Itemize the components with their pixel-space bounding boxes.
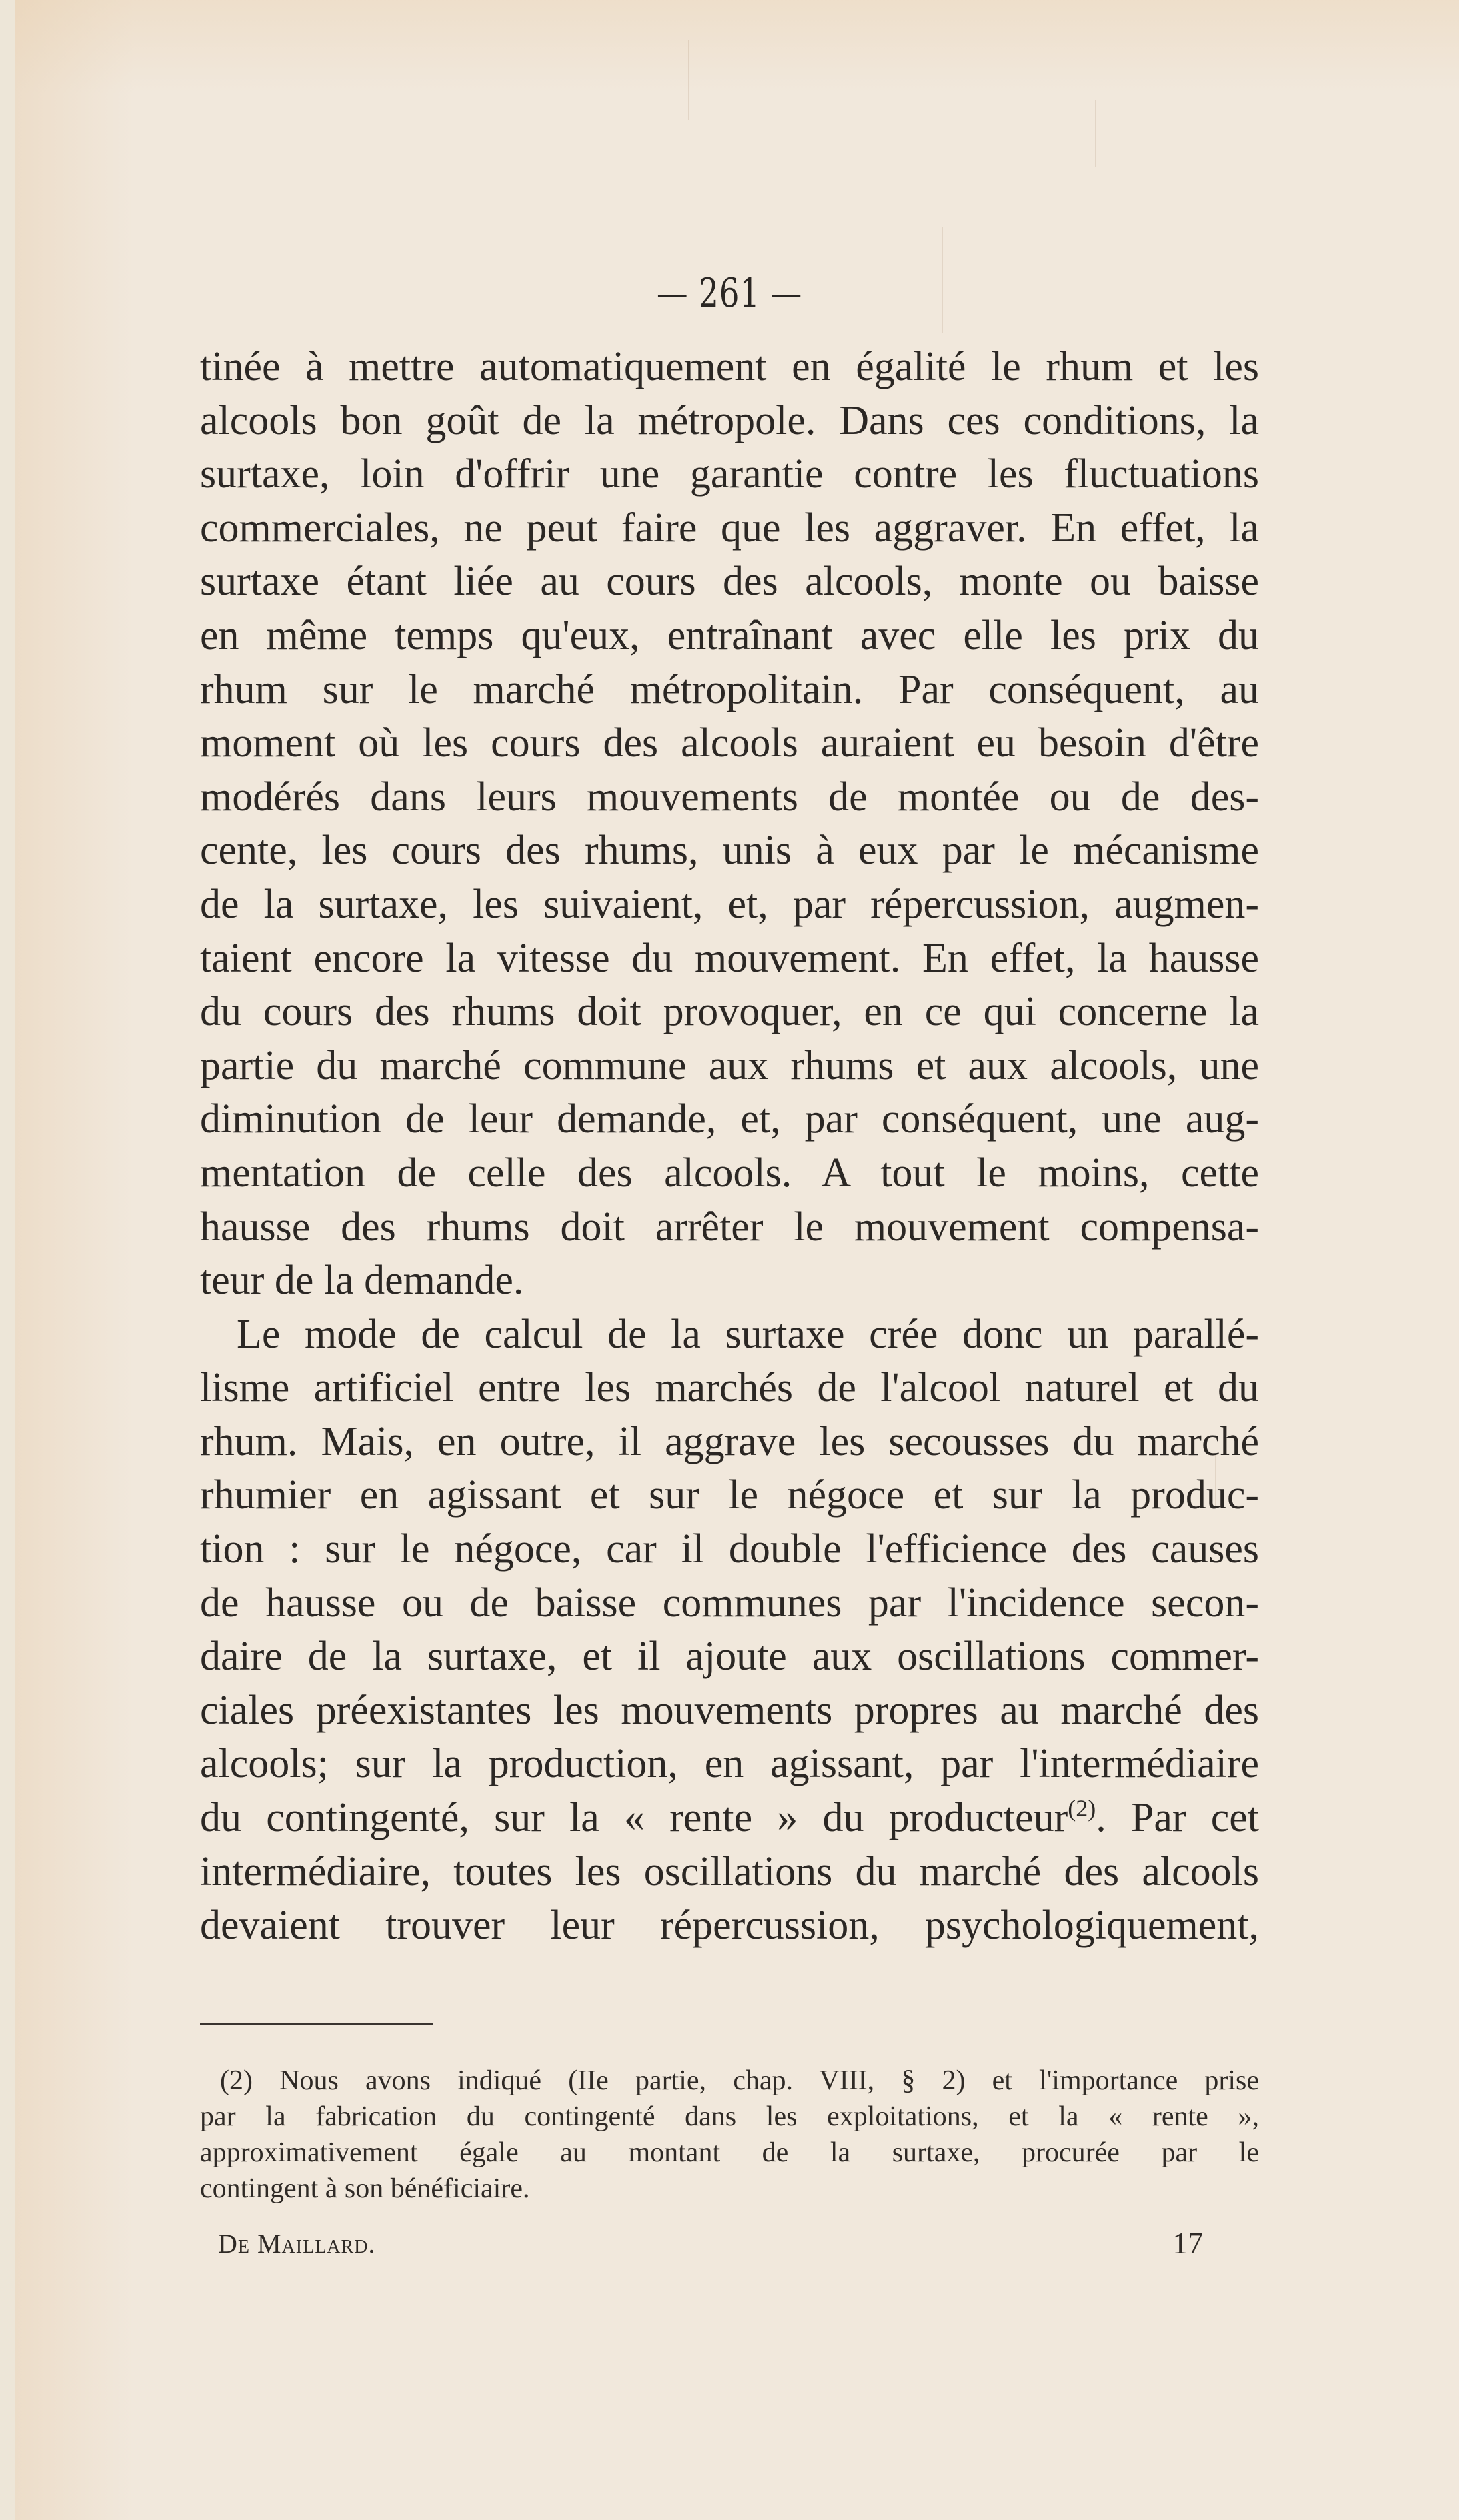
- paragraph-end-line: teur de la demande.: [200, 1258, 524, 1304]
- paper-fiber: [1095, 100, 1096, 167]
- text-line: daire de la surtaxe, et il ajoute aux oscillations commer-: [200, 1634, 1259, 1680]
- footnote-line: contingent à son bénéficiaire.: [200, 2173, 530, 2204]
- text-line: taient encore la vitesse du mouvement. En effet, la hausse: [200, 935, 1259, 981]
- text-line: moment où les cours des alcools auraient eu besoin d'être: [200, 720, 1259, 766]
- footnote-separator: [200, 2023, 433, 2025]
- text-line-with-footnote: [200, 1791, 1259, 1845]
- scan-margin: [0, 0, 15, 2520]
- text-line: lisme artificiel entre les marchés de l'alcool naturel et du: [200, 1365, 1259, 1411]
- footnote-reference[interactable]: (2): [1068, 1795, 1096, 1822]
- footnote-line: (2) Nous avons indiqué (IIe partie, chap. VIII, § 2) et l'importance prise: [220, 2065, 1259, 2096]
- text-line: alcools bon goût de la métropole. Dans ces conditions, la: [200, 397, 1259, 443]
- text-line: commerciales, ne peut faire que les aggraver. En effet, la: [200, 505, 1259, 551]
- paper-fiber: [688, 40, 689, 120]
- text-line: de hausse ou de baisse communes par l'incidence secon-: [200, 1580, 1259, 1626]
- text-line: mentation de celle des alcools. A tout le moins, cette: [200, 1150, 1259, 1196]
- text-line: surtaxe, loin d'offrir une garantie contre les fluctuations: [200, 451, 1259, 497]
- text-segment: du contingenté, sur la « rente » du producteur: [200, 1795, 1068, 1841]
- text-line: de la surtaxe, les suivaient, et, par répercussion, augmen-: [200, 881, 1259, 927]
- text-line: rhumier en agissant et sur le négoce et sur la produc-: [200, 1472, 1259, 1518]
- text-line: ciales préexistantes les mouvements propres au marché des: [200, 1687, 1259, 1733]
- text-line: hausse des rhums doit arrêter le mouvement compensa-: [200, 1204, 1259, 1250]
- text-line: tion : sur le négoce, car il double l'efficience des causes: [200, 1526, 1259, 1572]
- main-text: [200, 340, 1259, 1953]
- page-number: — 261 —: [656, 270, 803, 317]
- text-line: rhum. Mais, en outre, il aggrave les secousses du marché: [200, 1418, 1259, 1464]
- text-line: alcools; sur la production, en agissant, par l'intermédiaire: [200, 1741, 1259, 1787]
- text-line: devaient trouver leur répercussion, psychologiquement,: [200, 1903, 1259, 1949]
- text-line: surtaxe étant liée au cours des alcools, monte ou baisse: [200, 559, 1259, 605]
- text-line: modérés dans leurs mouvements de montée ou de des-: [200, 774, 1259, 820]
- paragraph-start-line: Le mode de calcul de la surtaxe crée donc un parallé-: [237, 1311, 1259, 1357]
- text-line: rhum sur le marché métropolitain. Par conséquent, au: [200, 666, 1259, 712]
- sheet-number: 17: [1172, 2226, 1203, 2260]
- text-line: en même temps qu'eux, entraînant avec elle les prix du: [200, 612, 1259, 658]
- author-signature: De Maillard.: [218, 2229, 376, 2259]
- text-line: intermédiaire, toutes les oscillations du marché des alcools: [200, 1848, 1259, 1895]
- text-line: diminution de leur demande, et, par conséquent, une aug-: [200, 1096, 1259, 1142]
- footnotes: [200, 2063, 1259, 2207]
- text-line: cente, les cours des rhums, unis à eux par le mécanisme: [200, 828, 1259, 874]
- text-line: du cours des rhums doit provoquer, en ce qui concerne la: [200, 989, 1259, 1035]
- text-line: partie du marché commune aux rhums et aux alcools, une: [200, 1042, 1259, 1088]
- footnote-line: par la fabrication du contingenté dans les exploitations, et la « rente »,: [200, 2101, 1259, 2132]
- text-segment: . Par cet: [1096, 1795, 1259, 1841]
- footnote-line: approximativement égale au montant de la surtaxe, procurée par le: [200, 2137, 1259, 2168]
- text-line: tinée à mettre automatiquement en égalité le rhum et les: [200, 344, 1259, 389]
